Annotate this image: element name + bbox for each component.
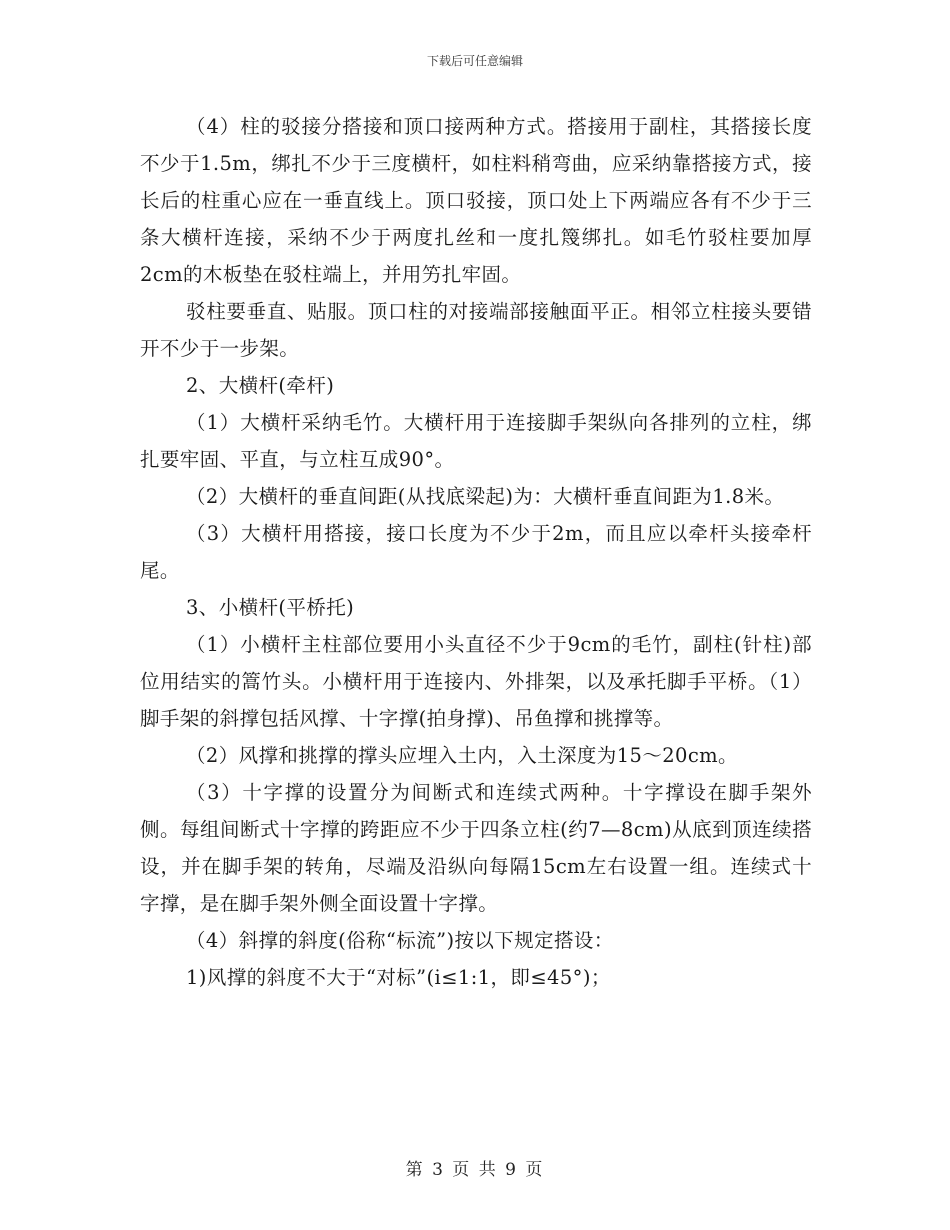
page-number-footer: 第 3 页 共 9 页 bbox=[405, 1160, 545, 1180]
paragraph: （3）十字撑的设置分为间断式和连续式两种。十字撑设在脚手架外侧。每组间断式十字撑的跨距应不少于四条立柱(约7—8cm)从底到顶连续搭设，并在脚手架的转角，尽端及沿纵向每隔15cm左右设置一组。连续式十字撑，是在脚手架外侧全面设置十字撑。 bbox=[140, 781, 812, 915]
paragraph: （2）大横杆的垂直间距(从找底梁起)为：大横杆垂直间距为1.8米。 bbox=[186, 485, 785, 508]
paragraph: 1)风撑的斜度不大于“对标”(i≤1:1，即≤45°)； bbox=[186, 966, 611, 989]
section-heading: 2、大横杆(牵杆) bbox=[186, 374, 335, 397]
document-body bbox=[140, 108, 812, 996]
paragraph: （4）柱的驳接分搭接和顶口接两种方式。搭接用于副柱，其搭接长度不少于1.5m，绑扎不少于三度横杆，如柱料稍弯曲，应采纳靠搭接方式，接长后的柱重心应在一垂直线上。顶口驳接，顶口处上下两端应各有不少于三条大横杆连接，采纳不少于两度扎丝和一度扎篾绑扎。如毛竹驳柱要加厚2cm的木板垫在驳柱端上，并用竻扎牢固。 bbox=[140, 115, 812, 286]
paragraph: （4）斜撑的斜度(俗称“标流”)按以下规定搭设： bbox=[186, 929, 614, 952]
section-heading: 3、小横杆(平桥托) bbox=[186, 596, 355, 619]
paragraph: （2）风撑和挑撑的撑头应埋入土内，入土深度为15～20cm。 bbox=[186, 744, 738, 767]
paragraph: （1）小横杆主柱部位要用小头直径不少于9cm的毛竹，副柱(针柱)部位用结实的篙竹头。小横杆用于连接内、外排架，以及承托脚手平桥。（1）脚手架的斜撑包括风撑、十字撑(拍身撑)、吊鱼撑和挑撑等。 bbox=[140, 633, 812, 730]
paragraph: （3）大横杆用搭接，接口长度为不少于2m，而且应以牵杆头接牵杆尾。 bbox=[140, 522, 812, 582]
page-header: 下载后可任意编辑 bbox=[426, 54, 523, 68]
paragraph: 驳柱要垂直、贴服。顶口柱的对接端部接触面平正。相邻立柱接头要错开不少于一步架。 bbox=[140, 300, 812, 360]
paragraph: （1）大横杆采纳毛竹。大横杆用于连接脚手架纵向各排列的立柱，绑扎要牢固、平直，与立柱互成90°。 bbox=[140, 411, 812, 471]
